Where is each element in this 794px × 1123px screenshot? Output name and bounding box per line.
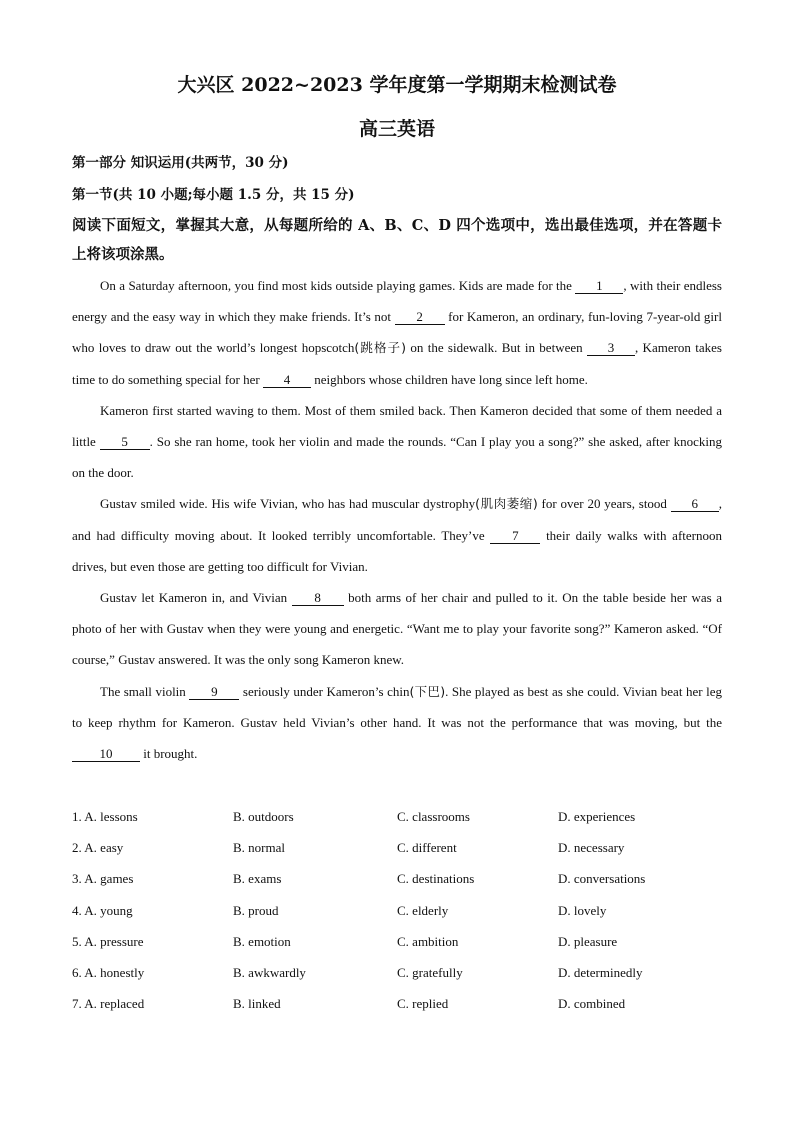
text-segment: Gustav let Kameron in, and Vivian [100,590,292,606]
option-row [72,926,722,957]
option-c: C. different [397,840,457,856]
blank-2: 2 [395,309,445,325]
option-row [72,988,722,1019]
option-b: B. outdoors [233,809,294,824]
blank-5: 5 [100,434,150,450]
option-d: D. lovely [558,902,607,918]
text-segment: both arms of her chair and pulled to it. On the table beside her was a photo of her with Gustav when they were young and energetic. “Want me to play your favorite song?” Kameron asked. “Of course,” Gustav answered. It was the only song Kameron knew. [72,590,722,668]
blank-7: 7 [490,528,540,544]
text-segment: Gustav smiled wide. His wife Vivian, who has had muscular dystrophy [100,496,476,512]
option-b: B. normal [233,840,285,856]
text-segment: it brought. [140,746,198,762]
text-segment: The small violin [100,683,190,699]
text-segment: , with their endless energy and the easy way in which they make friends. It’s not [72,278,722,325]
blank-4: 4 [263,372,311,388]
option-c: C. replied [397,996,449,1012]
text-segment: Kameron first started waving to them. Most of them smiled back. Then Kameron decided that some of them needed a little [72,402,722,450]
paragraph-2 [72,395,722,489]
instruction-text: 阅读下面短文，掌握其大意，从每题所给的 A、B、C、D 四个选项中，选出最佳选项，并在答题卡上将该项涂黑。 [72,217,722,263]
section-heading: 第一节(共 10 小题;每小题 1.5 分，共 15 分) [72,187,355,203]
option-d: D. conversations [558,871,646,887]
text-segment: . So she ran home, took her violin and made the rounds. “Can I play you a song?” she asked, after knocking on the door. [72,434,722,481]
exam-subtitle: 高三英语 [358,118,435,140]
option-b: B. exams [233,871,282,887]
option-b: B. linked [233,996,281,1012]
option-a: 6. A. honestly [72,964,145,980]
option-d: D. combined [558,996,626,1012]
option-b: B. proud [233,902,279,918]
blank-9: 9 [189,684,239,700]
paragraph-4 [72,582,722,676]
cloze-passage [72,270,722,769]
chinese-gloss: (下巴) [409,683,446,699]
option-d: D. experiences [558,809,636,824]
paragraph-3 [72,488,722,582]
option-a: 1. A. lessons [72,809,138,824]
blank-8: 8 [292,590,344,606]
blank-3: 3 [587,340,635,356]
text-segment: for over 20 years, stood [537,496,671,512]
option-a: 3. A. games [72,871,134,887]
option-c: C. elderly [397,902,449,918]
option-c: C. destinations [397,871,475,887]
option-c: C. classrooms [397,809,470,824]
part-heading: 第一部分 知识运用(共两节，30 分) [72,155,289,171]
option-row [72,832,722,863]
blank-1: 1 [575,278,623,294]
option-d: D. necessary [558,840,625,856]
chinese-gloss: (跳格子) [354,340,407,356]
option-a: 4. A. young [72,902,133,918]
option-row [72,801,722,832]
blank-6: 6 [671,496,719,512]
option-d: D. pleasure [558,933,618,949]
blank-10: 10 [72,746,140,762]
text-segment: On a Saturday afternoon, you find most kids outside playing games. Kids are made for the [100,278,576,293]
text-segment: for Kameron, an ordinary, fun-loving 7-year-old girl who loves to draw out the world’s longest hopscotch [72,309,722,356]
option-row [72,957,722,988]
option-row [72,895,722,926]
text-segment: neighbors whose children have long since left home. [310,371,588,387]
chinese-gloss: (肌肉萎缩) [475,496,538,512]
option-d: D. determinedly [558,964,643,980]
option-a: 5. A. pressure [72,933,144,949]
text-segment: . She played as best as she could. Vivian beat her leg to keep rhythm for Kameron. Gustav held Vivian’s other hand. It was not the performance that was moving, but the [72,683,722,730]
text-segment: , Kameron takes time to do something special for her [72,340,722,387]
text-segment: their daily walks with afternoon drives, but even those are getting too difficult for Vivian. [72,527,722,574]
paragraph-1 [72,270,722,395]
option-c: C. gratefully [397,964,463,980]
exam-title: 大兴区 2022~2023 学年度第一学期期末检测试卷 [177,74,617,96]
option-a: 2. A. easy [72,840,124,856]
text-segment: on the sidewalk. But in between [406,340,587,356]
text-segment: , and had difficulty moving about. It looked terribly uncomfortable. They’ve [72,496,723,543]
option-b: B. awkwardly [233,964,306,980]
option-b: B. emotion [233,933,291,949]
option-row [72,863,722,894]
paragraph-5 [72,676,722,770]
text-segment: seriously under Kameron’s chin [239,683,410,699]
option-a: 7. A. replaced [72,996,145,1012]
option-c: C. ambition [397,933,459,949]
answer-options [72,801,722,1019]
